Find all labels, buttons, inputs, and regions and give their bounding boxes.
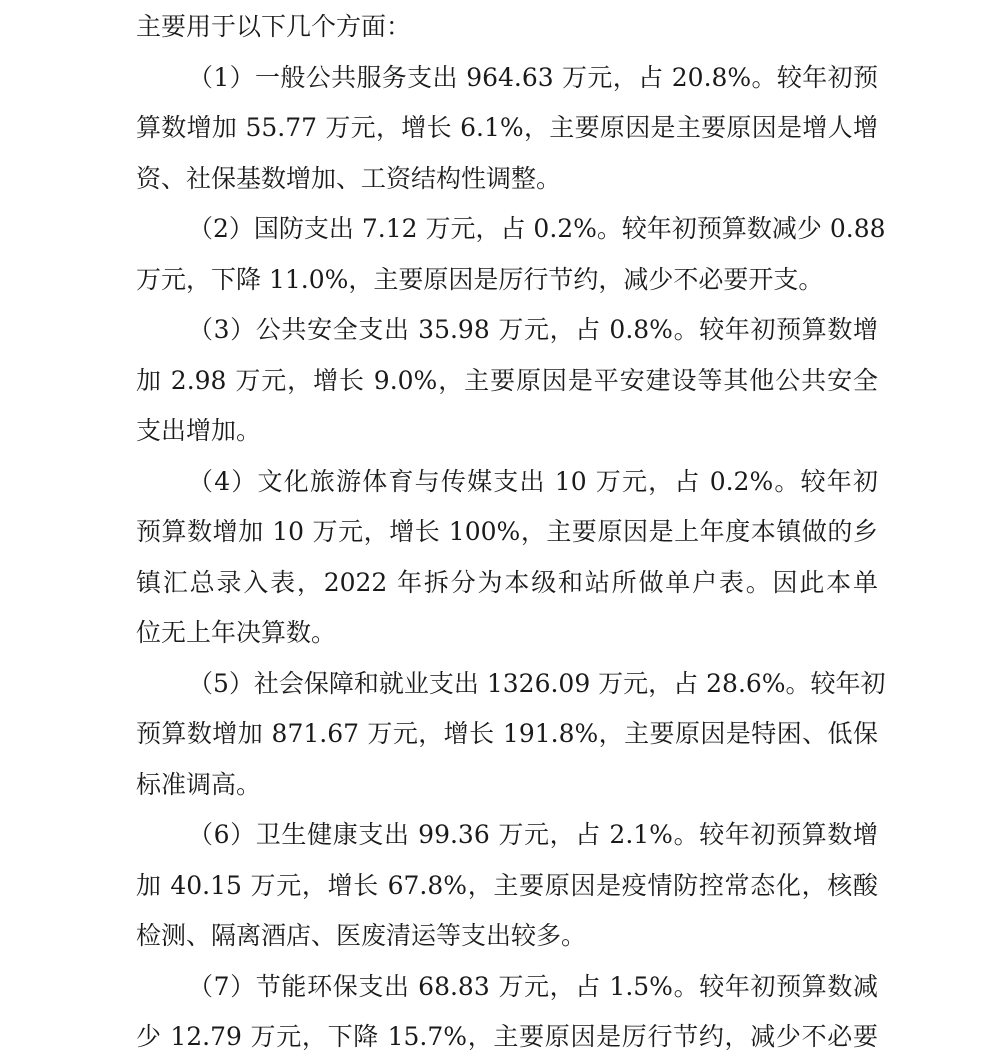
paragraph-line: （6）卫生健康支出 99.36 万元，占 2.1%。较年初预算数增	[188, 820, 878, 849]
paragraph-line: 万元，下降 11.0%，主要原因是厉行节约，减少不必要开支。	[136, 264, 824, 294]
paragraph-line: 算数增加 55.77 万元，增长 6.1%，主要原因是主要原因是增人增	[136, 113, 878, 142]
paragraph-line: 标准调高。	[136, 769, 262, 799]
paragraph-health	[136, 810, 878, 962]
paragraph-line: （4）文化旅游体育与传媒支出 10 万元，占 0.2%。较年初	[188, 466, 878, 496]
paragraph-line: 加 40.15 万元，增长 67.8%，主要原因是疫情防控常态化，核酸	[136, 870, 878, 900]
paragraph-line: 预算数增加 10 万元，增长 100%，主要原因是上年度本镇做的乡	[136, 517, 878, 546]
paragraph-line: 检测、隔离酒店、医废清运等支出较多。	[136, 921, 587, 950]
paragraph-line: 支出增加。	[136, 416, 262, 445]
paragraph-general-public-services	[136, 53, 878, 205]
paragraph-public-safety	[136, 305, 878, 457]
paragraph-line: （1）一般公共服务支出 964.63 万元，占 20.8%。较年初预	[188, 62, 878, 92]
paragraph-line: 预算数增加 871.67 万元，增长 191.8%，主要原因是特困、低保	[136, 719, 878, 748]
paragraph-line: （5）社会保障和就业支出 1326.09 万元，占 28.6%。较年初	[188, 668, 886, 698]
paragraph-line: 少 12.79 万元，下降 15.7%，主要原因是厉行节约，减少不必要	[136, 1022, 878, 1051]
paragraph-energy-environment	[136, 962, 878, 1063]
paragraph-line: 镇汇总录入表，2022 年拆分为本级和站所做单户表。因此本单	[136, 567, 878, 597]
paragraph-culture-tourism-sports-media	[136, 457, 878, 659]
paragraph-line: 加 2.98 万元，增长 9.0%，主要原因是平安建设等其他公共安全	[136, 365, 878, 395]
intro-line: 主要用于以下几个方面：	[136, 12, 412, 41]
paragraph-line: （2）国防支出 7.12 万元，占 0.2%。较年初预算数减少 0.88	[188, 214, 886, 243]
paragraph-national-defense	[136, 204, 886, 305]
paragraph-line: （3）公共安全支出 35.98 万元，占 0.8%。较年初预算数增	[188, 315, 878, 344]
document-page	[136, 2, 886, 1063]
paragraph-line: 资、社保基数增加、工资结构性调整。	[136, 163, 562, 193]
paragraph-social-security-employment	[136, 659, 886, 811]
paragraph-line: 位无上年决算数。	[136, 618, 337, 647]
paragraph-line: （7）节能环保支出 68.83 万元，占 1.5%。较年初预算数减	[188, 971, 878, 1001]
